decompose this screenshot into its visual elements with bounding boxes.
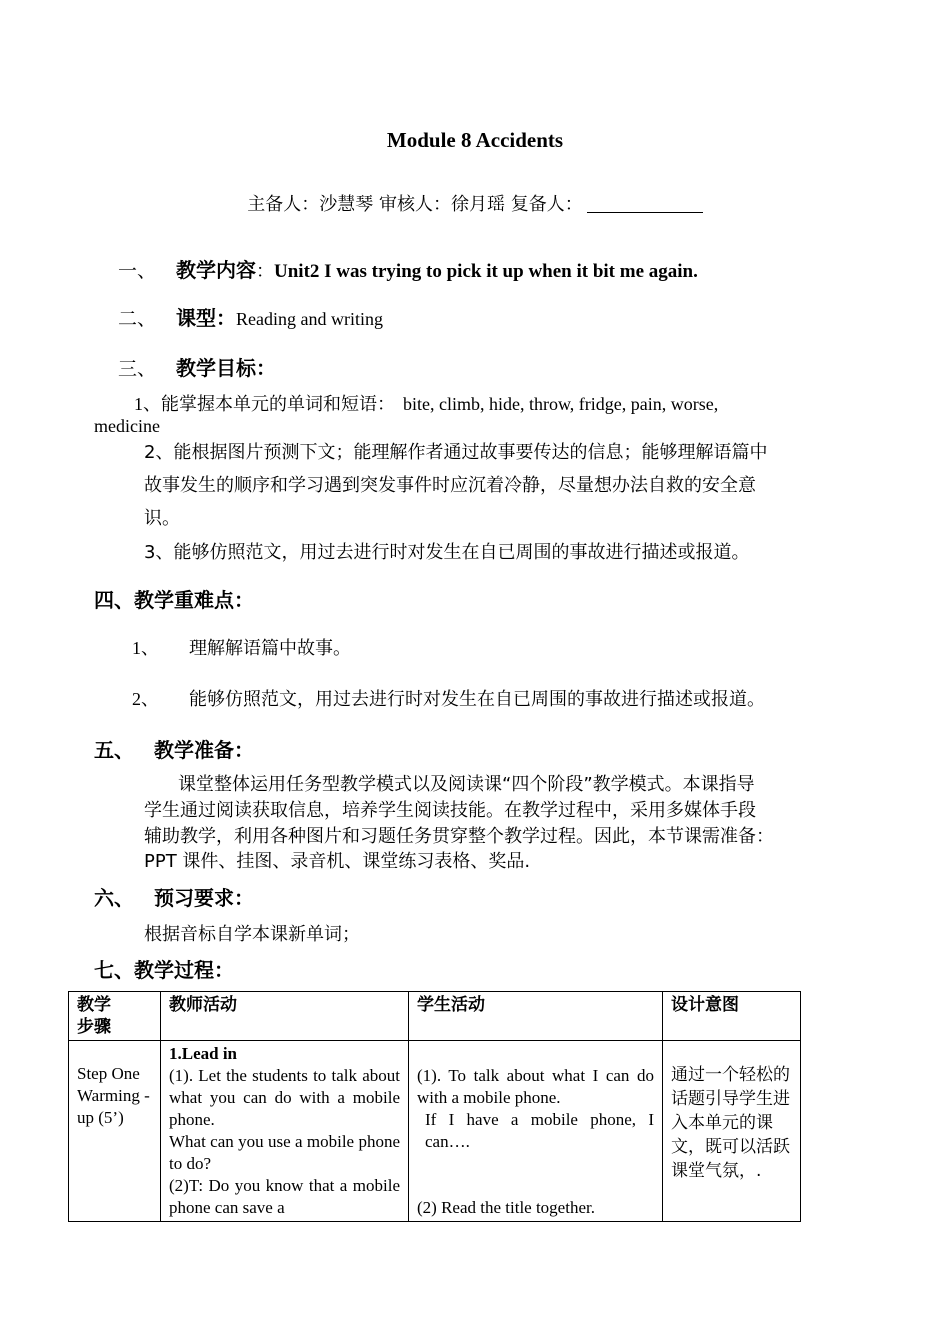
goal-1-text: 能掌握本单元的单词和短语： — [161, 394, 395, 415]
section-5-number: 五、 — [94, 738, 134, 762]
teaching-process-table — [68, 991, 801, 1222]
goal-1-words: bite, climb, hide, throw, fridge, pain, worse, — [403, 394, 719, 414]
goal-1-words-cont: medicine — [94, 416, 160, 436]
goal-1 — [134, 390, 718, 416]
student-activity-line-2: If I have a mobile phone, I can…. — [425, 1110, 654, 1151]
header-teacher-activity: 教师活动 — [161, 992, 409, 1041]
student-activity-line-1: (1). To talk about what I can do with a mobile phone. — [417, 1066, 654, 1107]
prep-line-3: 辅助教学，利用各种图片和习题任务贯穿整个教学过程。因此，本节课需准备： — [144, 826, 774, 847]
table-row — [69, 1041, 801, 1222]
section-6-label: 预习要求： — [154, 886, 254, 910]
key-point-1 — [132, 634, 351, 660]
section-2 — [118, 302, 383, 331]
goal-1-number: 1、 — [134, 394, 161, 414]
document-title: Module 8 Accidents — [386, 128, 564, 152]
teacher-activity-line-1: (1). Let the students to talk about what you can do with a mobile phone. — [169, 1066, 400, 1129]
section-1-colon: ： — [256, 261, 275, 282]
step-cell: Step One Warming -up (5’) — [69, 1041, 161, 1222]
teacher-activity-line-2: What can you use a mobile phone to do? — [169, 1132, 400, 1173]
student-activity-line-3: (2) Read the title together. — [417, 1198, 595, 1217]
prep-line-2: 学生通过阅读获取信息，培养学生阅读技能。在教学过程中，采用多媒体手段 — [144, 800, 756, 821]
staff-line — [0, 190, 950, 216]
staff-names: 主备人：沙慧琴 审核人：徐月瑶 复备人： — [247, 194, 583, 215]
design-intent-cell: 通过一个轻松的话题引导学生进入本单元的课文，既可以活跃课堂气氛，. — [663, 1041, 801, 1222]
section-5-heading — [94, 734, 254, 763]
table-header-row — [69, 992, 801, 1041]
goal-2-line-2: 故事发生的顺序和学习遇到突发事件时应沉着冷静，尽量想办法自救的安全意 — [144, 475, 756, 496]
section-1-label: 教学内容 — [176, 258, 257, 282]
prep-line-4: PPT 课件、挂图、录音机、课堂练习表格、奖品. — [144, 851, 531, 872]
section-3-heading — [118, 352, 276, 381]
teacher-activity-line-3: (2)T: Do you know that a mobile phone can save a — [169, 1176, 400, 1217]
section-1 — [118, 254, 698, 283]
section-1-content: Unit2 I was trying to pick it up when it bit me again. — [274, 261, 698, 282]
section-2-number: 二、 — [118, 308, 157, 330]
section-6-number: 六、 — [94, 886, 134, 910]
section-6-heading — [94, 882, 254, 911]
section-3-number: 三、 — [118, 358, 157, 380]
section-2-colon: ： — [216, 306, 237, 330]
goal-3: 3、能够仿照范文，用过去进行时对发生在自已周围的事故进行描述或报道。 — [144, 542, 750, 563]
section-4-heading: 四、教学重难点： — [94, 588, 254, 612]
header-student-activity: 学生活动 — [409, 992, 663, 1041]
section-5-label: 教学准备： — [154, 738, 254, 762]
key-point-2-text: 能够仿照范文，用过去进行时对发生在自已周围的事故进行描述或报道。 — [189, 689, 765, 710]
reviewer-blank — [587, 194, 703, 213]
preview-requirement: 根据音标自学本课新单词； — [144, 924, 360, 945]
section-2-label: 课型 — [176, 306, 217, 330]
section-2-content: Reading and writing — [236, 309, 383, 329]
header-step: 教学步骤 — [69, 992, 161, 1041]
section-1-number: 一、 — [118, 260, 157, 282]
goal-2-line-1: 2、能根据图片预测下文；能理解作者通过故事要传达的信息；能够理解语篇中 — [144, 442, 768, 463]
key-point-2-number: 2、 — [132, 689, 159, 709]
header-design-intent: 设计意图 — [663, 992, 801, 1041]
section-7-heading: 七、教学过程： — [94, 958, 234, 982]
goal-2-line-3: 识。 — [144, 508, 180, 529]
key-point-1-number: 1、 — [132, 638, 159, 658]
teacher-activity-cell — [161, 1041, 409, 1222]
prep-line-1: 课堂整体运用任务型教学模式以及阅读课“四个阶段”教学模式。本课指导 — [178, 774, 755, 795]
key-point-1-text: 理解解语篇中故事。 — [189, 638, 351, 659]
section-3-label: 教学目标： — [176, 356, 277, 380]
student-activity-cell — [409, 1041, 663, 1222]
lead-in-title: 1.Lead in — [169, 1044, 238, 1063]
key-point-2 — [132, 685, 765, 711]
